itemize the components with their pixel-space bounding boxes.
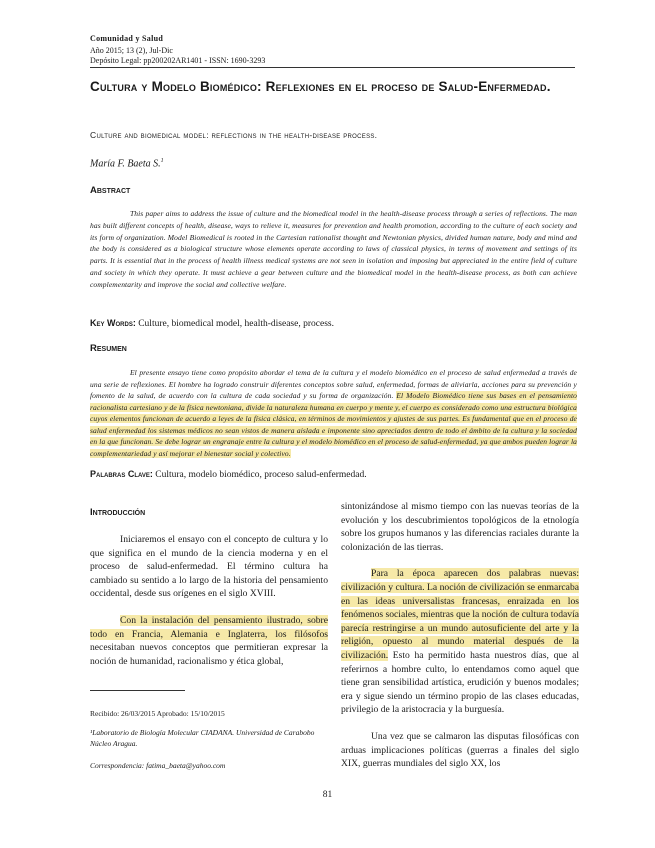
introduction-heading: Introducción	[90, 507, 146, 518]
keywords	[90, 318, 580, 329]
author-name	[90, 158, 164, 169]
footnote-rule	[90, 690, 185, 691]
right-paragraph-1: sintonizándose al mismo tiempo con las nuevas teorías de la evolución y los descubrimientos topológicos de la etnología sobre los grupos humanos y las diferencias raciales durante la colonización de las tierras.	[341, 501, 579, 553]
palabras-clave-label: Palabras Clave:	[90, 469, 153, 479]
author-affiliation-mark: 1	[160, 158, 164, 164]
intro-paragraph-1: Iniciaremos el ensayo con el concepto de cultura y lo que significa en el mundo de la ciencia moderna y en el proceso de salud-enfermedad. El término cultura ha cambiado su sentido a lo largo de la historia del pensamiento occidental, desde sus orígenes en el siglo XVIII.	[90, 534, 328, 600]
deposit-info: Depósito Legal: pp200202AR1401 - ISSN: 1690-3293	[90, 56, 266, 65]
abstract-text: This paper aims to address the issue of culture and the biomedical model in the health-disease process through a series of reflections. The man has built different concepts of health, disease, ways to relieve it, measures for prevention and health promotion, according to the culture of each society and its form of organization. Model Biomedical is rooted in the Cartesian rationalist thought and Newtonian physics, divided human nature, body and mind and the body is considered as a biological structure whose elements operate according to laws of classical physics, in terms of movement and settings of its parts. It is essential that in the process of health illness medical systems are not seen in isolation and imposing but appreciated in the entire field of culture and society in which they operate. It must achieve a gear between culture and the biomedical model in the health-disease process, as both can achieve complementarity and improve the social and collective welfare.	[90, 209, 577, 289]
right-paragraph-3: Una vez que se calmaron las disputas filosóficas con arduas implicaciones políticas (guerras a finales del siglo XIX, guerras mundiales del siglo XX, los	[341, 730, 579, 770]
right-paragraph-2	[341, 567, 579, 717]
intro-paragraph-2-highlight: Con la instalación del pensamiento ilustrado, sobre todo en Francia, Alemania e Inglaterra, los filósofos	[90, 614, 328, 640]
intro-paragraph-2	[90, 614, 328, 668]
author-text: María F. Baeta S.	[90, 158, 161, 170]
correspondence-footnote: Correspondencia: fatima_baeta@yahoo.com	[90, 761, 226, 770]
palabras-clave-text: Cultura, modelo biomédico, proceso salud-enfermedad.	[152, 470, 367, 480]
right-paragraph-2-highlight: Para la época aparecen dos palabras nuevas: civilización y cultura. La noción de civilización se enmarcaba en las ideas universalistas francesas, enraizada en los fenómenos sociales, mientras que la noción de cultura todavía parecía restringirse a un mundo autosuficiente del arte y la religión, opuesto al mundo material después de la civilización.	[341, 568, 579, 661]
received-dates: Recibido: 26/03/2015 Aprobado: 15/10/2015	[90, 709, 225, 718]
resumen-highlight: El Modelo Biomédico tiene sus bases en el pensamiento racionalista cartesiano y de la física newtoniana, divide la naturaleza humana en cuerpo y mente y, el cuerpo es considerado como una estructura biológica cuyos elementos funcionan de acuerdo a leyes de la física clásica, en términos de movimientos y ajustes de sus partes. Es fundamental que en el proceso de salud enfermedad los sistemas médicos no sean vistos de manera aislada e imponente sino apreciados dentro de todo el ámbito de la cultura y la sociedad en la que funcionan. Se debe lograr un engranaje entre la cultura y el modelo biomédico en el proceso de salud-enfermedad, ya que ambos pueden lograr la complementariedad y así mejorar el bienestar social y colectivo.	[90, 391, 577, 458]
affiliation-footnote: ¹Laboratorio de Biología Molecular CIADANA. Universidad de Carabobo Núcleo Aragua.	[90, 728, 315, 748]
keywords-text: Culture, biomedical model, health-disease, process.	[135, 319, 334, 329]
article-subtitle: Culture and biomedical model: reflections in the health-disease process.	[90, 130, 378, 140]
palabras-clave	[90, 469, 580, 480]
journal-name: Comunidad y Salud	[90, 34, 164, 43]
resumen-plain: El presente ensayo tiene como propósito abordar el tema de la cultura y el modelo biomédico en el proceso de salud enfermedad a través de una serie de reflexiones. El hombre ha logrado construir diferentes conceptos sobre salud, enfermedad, formas de aliviarla, acciones para su prevención y fomento de la salud, de acuerdo con la cultura de cada sociedad y su forma de organización.	[90, 368, 577, 400]
page-number: 81	[322, 790, 333, 800]
right-paragraph-2-plain: Esto ha permitido hasta nuestros días, que al referirnos a hombre culto, lo entendamos como aquel que tiene gran sensibilidad artística, erudición y buenos modales; era y sigue siendo un término propio de las clases educadas, privilegio de la aristocracia y la burguesía.	[341, 649, 579, 716]
right-column	[341, 500, 579, 784]
left-column	[90, 533, 328, 681]
article-title: Cultura y Modelo Biomédico: Reflexiones en el proceso de Salud-Enfermedad.	[90, 79, 551, 94]
keywords-label: Key Words:	[90, 318, 136, 328]
issue-info: Año 2015; 13 (2), Jul-Dic	[90, 46, 173, 55]
header-rule	[90, 67, 575, 68]
abstract-heading: Abstract	[90, 185, 131, 196]
resumen-text	[90, 367, 577, 459]
resumen-heading: Resumen	[90, 343, 127, 354]
intro-paragraph-2-plain: necesitaban nuevos conceptos que permitieran expresar la noción de humanidad, racionalismo y ética global,	[90, 642, 328, 667]
